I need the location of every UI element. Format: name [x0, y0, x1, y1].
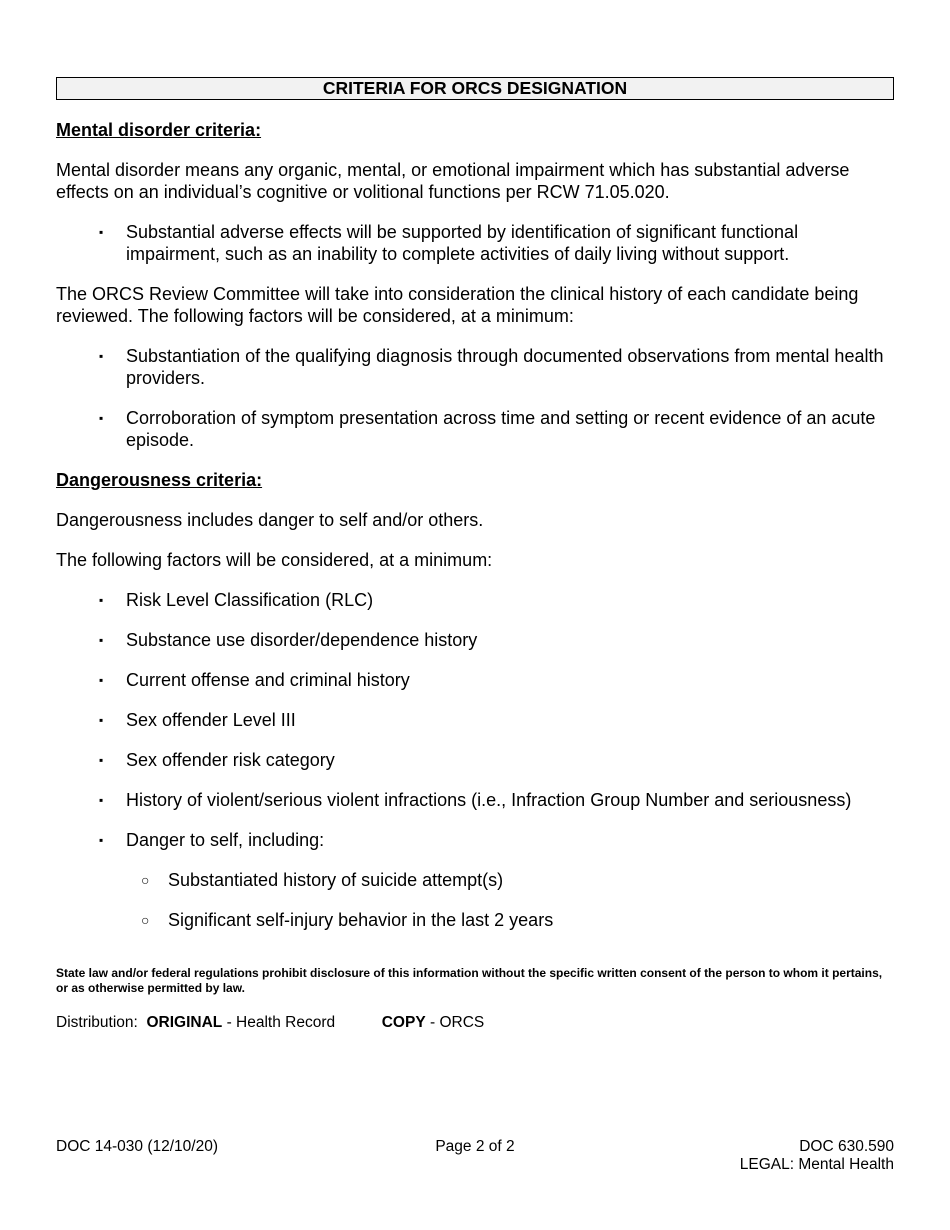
danger-to-self-sublist — [56, 869, 894, 931]
distribution-label: Distribution: — [56, 1014, 138, 1031]
copy-destination: - ORCS — [429, 1014, 485, 1031]
mental-disorder-definition: Mental disorder means any organic, mental, or emotional impairment which has substantial adverse effects on an individual’s cognitive or volitional functions per RCW 71.05.020. — [56, 160, 850, 202]
circle-bullet-icon: ○ — [141, 872, 150, 888]
page-title: CRITERIA FOR ORCS DESIGNATION — [56, 77, 894, 100]
list-item: ▪ Risk Level Classification (RLC) — [99, 590, 374, 610]
list-item: ▪ Sex offender Level III — [99, 710, 296, 730]
square-bullet-icon: ▪ — [99, 753, 104, 767]
copy-label: COPY — [381, 1014, 426, 1031]
square-bullet-icon: ▪ — [99, 633, 104, 647]
square-bullet-icon: ▪ — [99, 713, 104, 727]
square-bullet-icon: ▪ — [99, 411, 104, 425]
dangerousness-heading: Dangerousness criteria: — [56, 470, 263, 490]
list-item: ▪ History of violent/serious violent infractions (i.e., Infraction Group Number and seriousness) — [99, 790, 852, 810]
dangerousness-definition: Dangerousness includes danger to self and/or others. — [56, 510, 484, 530]
legal-category: LEGAL: Mental Health — [739, 1156, 894, 1173]
list-item: ▪ Danger to self, including: — [99, 830, 325, 850]
list-item: ▪ Substantial adverse effects will be supported by identification of significant functional impairment, such as an inability to complete activities of daily living without support. — [99, 222, 799, 264]
list-item: ▪ Substance use disorder/dependence history — [99, 630, 478, 650]
original-label: ORIGINAL — [146, 1014, 223, 1031]
distribution-line — [56, 1013, 894, 1032]
square-bullet-icon: ▪ — [99, 833, 104, 847]
form-id: DOC 14-030 (12/10/20) — [56, 1138, 218, 1155]
dangerousness-intro: The following factors will be considered, at a minimum: — [56, 550, 493, 570]
list-item: ▪ Current offense and criminal history — [99, 670, 410, 690]
square-bullet-icon: ▪ — [99, 225, 104, 239]
list-item: ○ Substantiated history of suicide attempt(s) — [141, 870, 504, 890]
square-bullet-icon: ▪ — [99, 593, 104, 607]
committee-text: The ORCS Review Committee will take into consideration the clinical history of each candidate being reviewed. The following factors will be considered, at a minimum: — [56, 284, 859, 326]
list-item: ▪ Substantiation of the qualifying diagnosis through documented observations from mental health providers. — [99, 346, 884, 388]
circle-bullet-icon: ○ — [141, 912, 150, 928]
footer-right — [740, 1138, 894, 1174]
mental-factors-list — [56, 345, 894, 451]
dangerousness-factors-list — [56, 589, 894, 851]
page-number: Page 2 of 2 — [435, 1138, 515, 1155]
list-item: ○ Significant self-injury behavior in the last 2 years — [141, 910, 554, 930]
square-bullet-icon: ▪ — [99, 349, 104, 363]
original-destination: - Health Record — [226, 1014, 336, 1031]
policy-number: DOC 630.590 — [799, 1138, 894, 1155]
document-page — [56, 77, 894, 1032]
mental-disorder-heading: Mental disorder criteria: — [56, 120, 262, 140]
square-bullet-icon: ▪ — [99, 673, 104, 687]
list-item: ▪ Corroboration of symptom presentation across time and setting or recent evidence of an acute episode. — [99, 408, 876, 450]
mental-disorder-bullet-list — [56, 221, 894, 265]
confidentiality-notice: State law and/or federal regulations prohibit disclosure of this information without the specific written consent of the person to whom it pertains, or as otherwise permitted by law. — [56, 966, 883, 995]
list-item: ▪ Sex offender risk category — [99, 750, 335, 770]
square-bullet-icon: ▪ — [99, 793, 104, 807]
